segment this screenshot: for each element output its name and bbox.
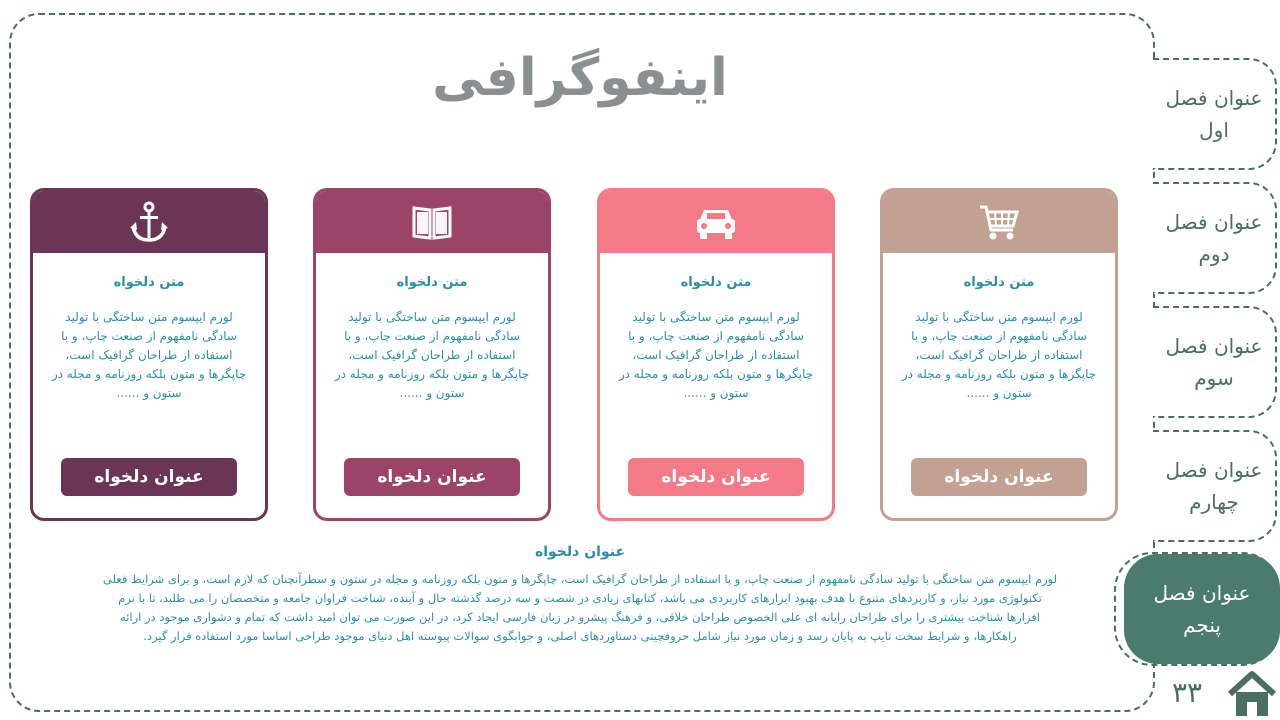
card-button[interactable]: عنوان دلخواه [61, 458, 237, 496]
card-subtitle: متن دلخواه [680, 275, 752, 290]
tab-label: اول [1199, 118, 1229, 142]
tab-label: عنوان فصل [1165, 86, 1263, 110]
tab-chapter-3[interactable] [1153, 306, 1277, 418]
bottom-paragraph: لورم ایپسوم متن ساختگی با تولید سادگی نامفهوم از صنعت چاپ، و با استفاده از طراحان گرافیک است، چاپگرها و متون بلکه روزنامه و مجله در ستون و سطرآنچنان که لازم است، و برای شرایط فعلی تکنولوژی مورد نیاز، و کاربردهای متنوع با هدف بهبود ابزارهای کاربردی می باشد، کتابهای زیادی در شصت و سه درصد گذشته حال و آینده، شناخت فراوان جامعه و متخصصان را می طلبد، تا با نرم افزارها شناخت بیشتری را برای طراحان رایانه ای علی الخصوص طراحان خلاقی، و فرهنگ پیشرو در زبان فارسی ایجاد کرد، در این صورت می توان امید داشت که تمام و دشواری موجود در ارائه راهکارها، و شرایط سخت تایپ به پایان رسد و زمان مورد نیاز شامل حروفچینی دستاوردهای اصلی، و جوابگوی سوالات پیوسته اهل دنیای موجود طراحی اساسا مورد استفاده قرار گیرد. [102, 572, 1058, 643]
card-button[interactable]: عنوان دلخواه [911, 458, 1087, 496]
card-subtitle: متن دلخواه [113, 275, 185, 290]
card-subtitle: متن دلخواه [396, 275, 468, 290]
tab-label: چهارم [1189, 490, 1239, 514]
tab-label: پنجم [1183, 613, 1221, 637]
card-book [313, 188, 551, 521]
card-button[interactable]: عنوان دلخواه [628, 458, 804, 496]
card-header [600, 191, 832, 253]
card-text: لورم ایپسوم متن ساختگی با تولید سادگی نامفهوم از صنعت چاپ، و با استفاده از طراحان گرافیک است، چاپگرها و متون بلکه روزنامه و مجله در ستون و ...... [51, 310, 247, 400]
tab-chapter-4[interactable] [1153, 430, 1277, 542]
card-button[interactable]: عنوان دلخواه [344, 458, 520, 496]
card-subtitle: متن دلخواه [963, 275, 1035, 290]
card-anchor [30, 188, 268, 521]
book-icon [410, 200, 454, 244]
tab-chapter-2[interactable] [1153, 182, 1277, 294]
tab-chapter-5[interactable] [1124, 554, 1280, 664]
cart-icon [977, 200, 1021, 244]
card-text: لورم ایپسوم متن ساختگی با تولید سادگی نامفهوم از صنعت چاپ، و با استفاده از طراحان گرافیک است، چاپگرها و متون بلکه روزنامه و مجله در ستون و ...... [901, 310, 1097, 400]
anchor-icon [127, 200, 171, 244]
page-number: ۳۳ [1172, 676, 1203, 709]
card-header [33, 191, 265, 253]
tab-label: عنوان فصل [1165, 458, 1263, 482]
card-text: لورم ایپسوم متن ساختگی با تولید سادگی نامفهوم از صنعت چاپ، و با استفاده از طراحان گرافیک است، چاپگرها و متون بلکه روزنامه و مجله در ستون و ...... [618, 310, 814, 400]
bottom-title: عنوان دلخواه [534, 544, 626, 560]
tab-label: عنوان فصل [1165, 334, 1263, 358]
card-header [316, 191, 548, 253]
card-header [883, 191, 1115, 253]
page-title: اینفوگرافی [432, 48, 728, 108]
tab-label: سوم [1194, 366, 1234, 390]
car-icon [694, 200, 738, 244]
tab-chapter-1[interactable] [1153, 58, 1277, 170]
home-icon[interactable] [1226, 670, 1278, 718]
tab-label: عنوان فصل [1153, 581, 1251, 605]
card-car [597, 188, 835, 521]
card-cart [880, 188, 1118, 521]
tab-label: دوم [1198, 242, 1230, 266]
tab-label: عنوان فصل [1165, 210, 1263, 234]
card-text: لورم ایپسوم متن ساختگی با تولید سادگی نامفهوم از صنعت چاپ، و با استفاده از طراحان گرافیک است، چاپگرها و متون بلکه روزنامه و مجله در ستون و ...... [334, 310, 530, 400]
